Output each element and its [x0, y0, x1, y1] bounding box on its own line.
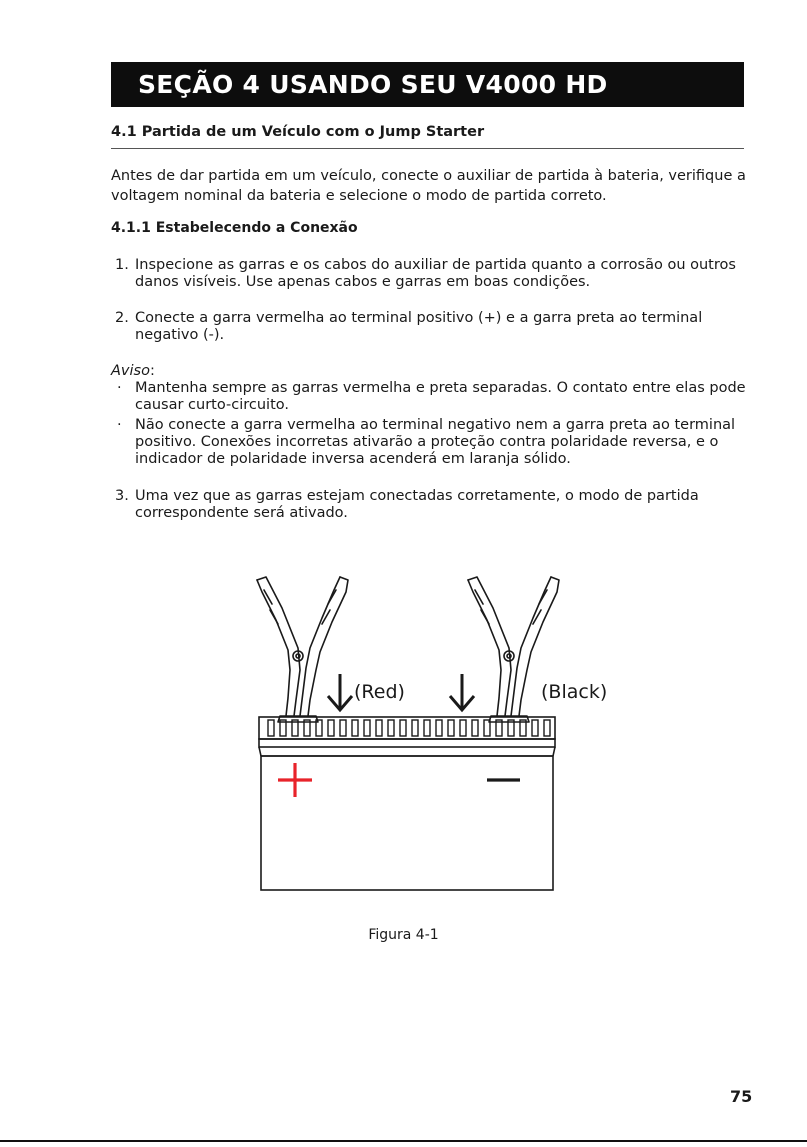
- step-text: Uma vez que as garras estejam conectadas corretamente, o modo de partida correspondente será ativado.: [135, 488, 699, 521]
- positive-terminal-icon: [278, 763, 312, 797]
- step-text: Conecte a garra vermelha ao terminal positivo (+) e a garra preta ao terminal negativo (-).: [135, 310, 703, 343]
- step-item-1: [111, 257, 751, 291]
- notice-text: Não conecte a garra vermelha ao terminal negativo nem a garra preta ao terminal positivo. Conexões incorretas ativarão a proteção contra polaridade reversa, e o indicador de polaridade inversa acenderá em laranja sólido.: [135, 417, 736, 467]
- notice-item-1: [111, 380, 751, 414]
- battery-rib: [376, 720, 382, 736]
- page-number: 75: [730, 1087, 753, 1106]
- battery-connection-figure: [250, 570, 630, 900]
- battery-rib: [340, 720, 346, 736]
- battery-rib: [268, 720, 274, 736]
- battery-rib: [460, 720, 466, 736]
- battery-rib: [532, 720, 538, 736]
- heading-divider: [111, 148, 744, 149]
- section-title-bar: [111, 62, 744, 107]
- notice-item-2: [111, 417, 751, 468]
- notice-label-text: Aviso: [111, 363, 150, 379]
- step-number: 1.: [115, 257, 129, 273]
- battery-rib: [544, 720, 550, 736]
- battery-rib: [412, 720, 418, 736]
- section-heading: 4.1 Partida de um Veículo com o Jump Starter: [111, 124, 485, 140]
- bullet-dot: ·: [117, 380, 122, 396]
- battery-rib: [352, 720, 358, 736]
- page-bottom-rule: [0, 1140, 807, 1142]
- battery-illustration: [250, 570, 630, 900]
- battery-rib: [364, 720, 370, 736]
- red-clamp-icon: [257, 577, 348, 722]
- battery-rib: [328, 720, 334, 736]
- bullet-dot: ·: [117, 417, 122, 433]
- step-item-3: [111, 488, 751, 522]
- battery-rib: [472, 720, 478, 736]
- figure-caption: Figura 4-1: [368, 927, 439, 943]
- step-item-2: [111, 310, 751, 344]
- battery-rib: [448, 720, 454, 736]
- battery-rib: [400, 720, 406, 736]
- battery-rib: [436, 720, 442, 736]
- black-label: (Black): [541, 681, 608, 703]
- section-title: SEÇÃO 4 USANDO SEU V4000 HD: [138, 70, 608, 99]
- notice-label: [111, 363, 155, 379]
- red-label: (Red): [354, 681, 405, 703]
- step-number: 3.: [115, 488, 129, 504]
- arrow-down-icon: [450, 674, 474, 710]
- arrow-down-icon: [328, 674, 352, 710]
- notice-text: Mantenha sempre as garras vermelha e preta separadas. O contato entre elas pode causar curto-circuito.: [135, 380, 746, 413]
- step-number: 2.: [115, 310, 129, 326]
- battery-rib: [424, 720, 430, 736]
- notice-colon: :: [149, 363, 155, 379]
- battery-rib: [388, 720, 394, 736]
- battery-icon: [259, 717, 555, 890]
- subsection-heading: 4.1.1 Estabelecendo a Conexão: [111, 220, 358, 236]
- step-text: Inspecione as garras e os cabos do auxiliar de partida quanto a corrosão ou outros danos visíveis. Use apenas cabos e garras em boas condições.: [135, 257, 736, 290]
- intro-paragraph: Antes de dar partida em um veículo, conecte o auxiliar de partida à bateria, verifique a voltagem nominal da bateria e selecione o modo de partida correto.: [111, 168, 746, 204]
